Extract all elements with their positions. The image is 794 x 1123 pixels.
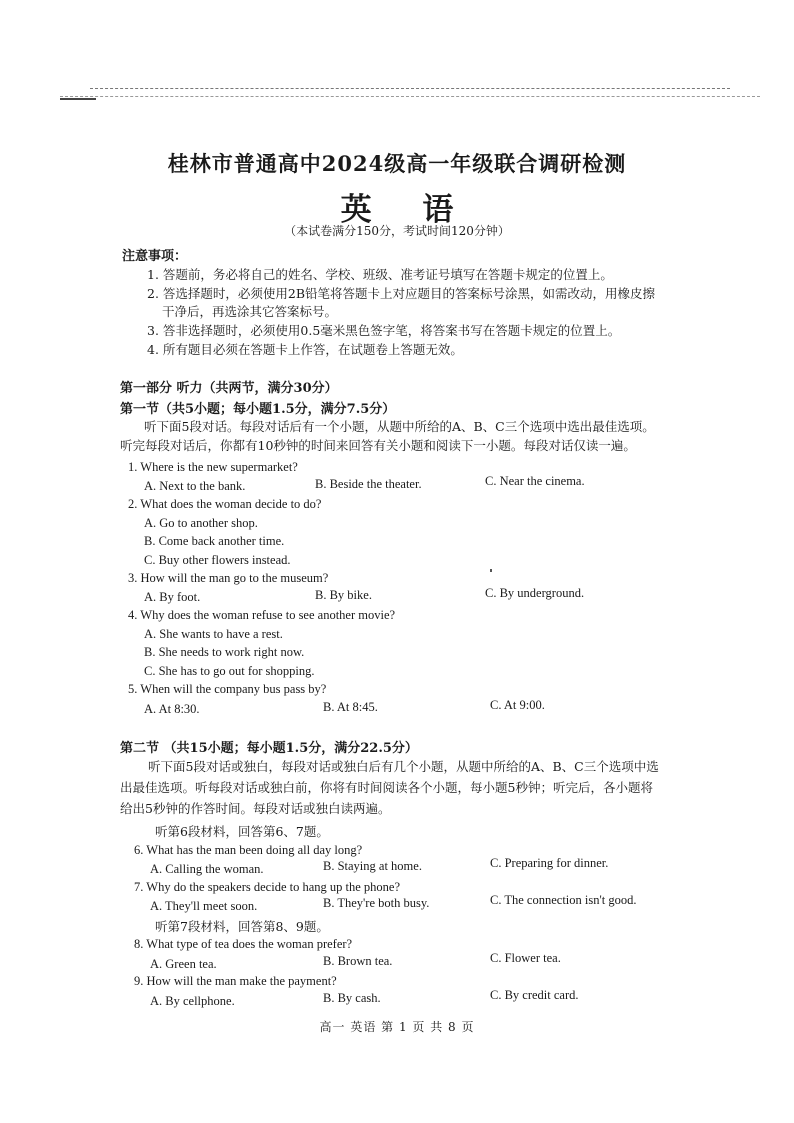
material-note: 听第7段材料，回答第8、9题。 xyxy=(155,919,329,934)
option-a: A. At 8:30. xyxy=(144,702,200,716)
option-a: A. She wants to have a rest. xyxy=(144,627,283,641)
question: 3. How will the man go to the museum? xyxy=(128,571,329,585)
option-b: B. She needs to work right now. xyxy=(144,645,305,659)
option-a: A. Go to another shop. xyxy=(144,516,258,530)
option-c: C. Flower tea. xyxy=(490,951,561,965)
option-a: A. By cellphone. xyxy=(150,994,235,1008)
material-note: 听第6段材料，回答第6、7题。 xyxy=(155,824,329,839)
option-a: A. Green tea. xyxy=(150,957,217,971)
option-a: A. Calling the woman. xyxy=(150,862,264,876)
score-note: （本试卷满分150分，考试时间120分钟） xyxy=(284,224,510,238)
option-c: C. The connection isn't good. xyxy=(490,893,637,907)
option-a: A. By foot. xyxy=(144,590,201,604)
scan-speck xyxy=(490,569,492,572)
notice-item: 2. 答选择题时，必须使用2B铅笔将答题卡上对应题目的答案标号涂黑，如需改动，用橡皮擦 xyxy=(147,286,656,301)
question: 5. When will the company bus pass by? xyxy=(128,682,327,696)
option-c: C. By credit card. xyxy=(490,988,579,1002)
option-a: A. They'll meet soon. xyxy=(150,899,258,913)
question: 6. What has the man been doing all day long? xyxy=(134,843,363,857)
question: 9. How will the man make the payment? xyxy=(134,974,337,988)
notice-item: 4. 所有题目必须在答题卡上作答，在试题卷上答题无效。 xyxy=(147,342,463,357)
part1-heading: 第一部分 听力（共两节，满分30分） xyxy=(120,381,338,396)
option-b: B. By cash. xyxy=(323,991,381,1005)
option-a: A. Next to the bank. xyxy=(144,479,246,493)
option-b: B. At 8:45. xyxy=(323,700,378,714)
notice-item: 3. 答非选择题时，必须使用0.5毫米黑色签字笔，将答案书写在答题卡规定的位置上。 xyxy=(147,323,621,338)
option-b: B. Come back another time. xyxy=(144,534,285,548)
option-b: B. They're both busy. xyxy=(323,896,430,910)
section1-instruction: 听完每段对话后，你都有10秒钟的时间来回答有关小题和阅读下一小题。每段对话仅读一遍。 xyxy=(120,438,636,453)
notice-heading: 注意事项： xyxy=(122,249,188,264)
notice-item: 干净后，再选涂其它答案标号。 xyxy=(162,304,338,319)
scan-artifact-lines xyxy=(60,88,760,100)
option-b: B. Brown tea. xyxy=(323,954,393,968)
question: 2. What does the woman decide to do? xyxy=(128,497,322,511)
page-footer: 高一 英语 第 1 页 共 8 页 xyxy=(319,1020,475,1034)
notice-item: 1. 答题前，务必将自己的姓名、学校、班级、准考证号填写在答题卡规定的位置上。 xyxy=(147,267,613,282)
question: 7. Why do the speakers decide to hang up the phone? xyxy=(134,880,401,894)
section2-instruction: 出最佳选项。听每段对话或独白前，你将有时间阅读各个小题，每小题5秒钟；听完后，各小题将 xyxy=(120,780,653,795)
option-b: B. Staying at home. xyxy=(323,859,422,873)
option-c: C. Buy other flowers instead. xyxy=(144,553,291,567)
section2-instruction: 给出5秒钟的作答时间。每段对话或独白读两遍。 xyxy=(120,801,391,816)
question: 1. Where is the new supermarket? xyxy=(128,460,298,474)
option-b: B. Beside the theater. xyxy=(315,477,422,491)
option-c: C. Near the cinema. xyxy=(485,474,585,488)
exam-subject: 英 语 xyxy=(340,192,474,228)
option-b: B. By bike. xyxy=(315,588,372,602)
question: 4. Why does the woman refuse to see another movie? xyxy=(128,608,396,622)
option-c: C. She has to go out for shopping. xyxy=(144,664,315,678)
section2-instruction: 听下面5段对话或独白，每段对话或独白后有几个小题，从题中所给的A、B、C三个选项中选 xyxy=(148,759,659,774)
option-c: C. At 9:00. xyxy=(490,698,545,712)
section2-heading: 第二节 （共15小题；每小题1.5分，满分22.5分） xyxy=(120,741,418,756)
option-c: C. By underground. xyxy=(485,586,585,600)
exam-title: 桂林市普通高中2024级高一年级联合调研检测 xyxy=(167,151,627,176)
section1-heading: 第一节（共5小题；每小题1.5分，满分7.5分） xyxy=(120,402,396,417)
question: 8. What type of tea does the woman prefer? xyxy=(134,937,353,951)
section1-instruction: 听下面5段对话。每段对话后有一个小题，从题中所给的A、B、C三个选项中选出最佳选项。 xyxy=(144,419,655,434)
option-c: C. Preparing for dinner. xyxy=(490,856,609,870)
